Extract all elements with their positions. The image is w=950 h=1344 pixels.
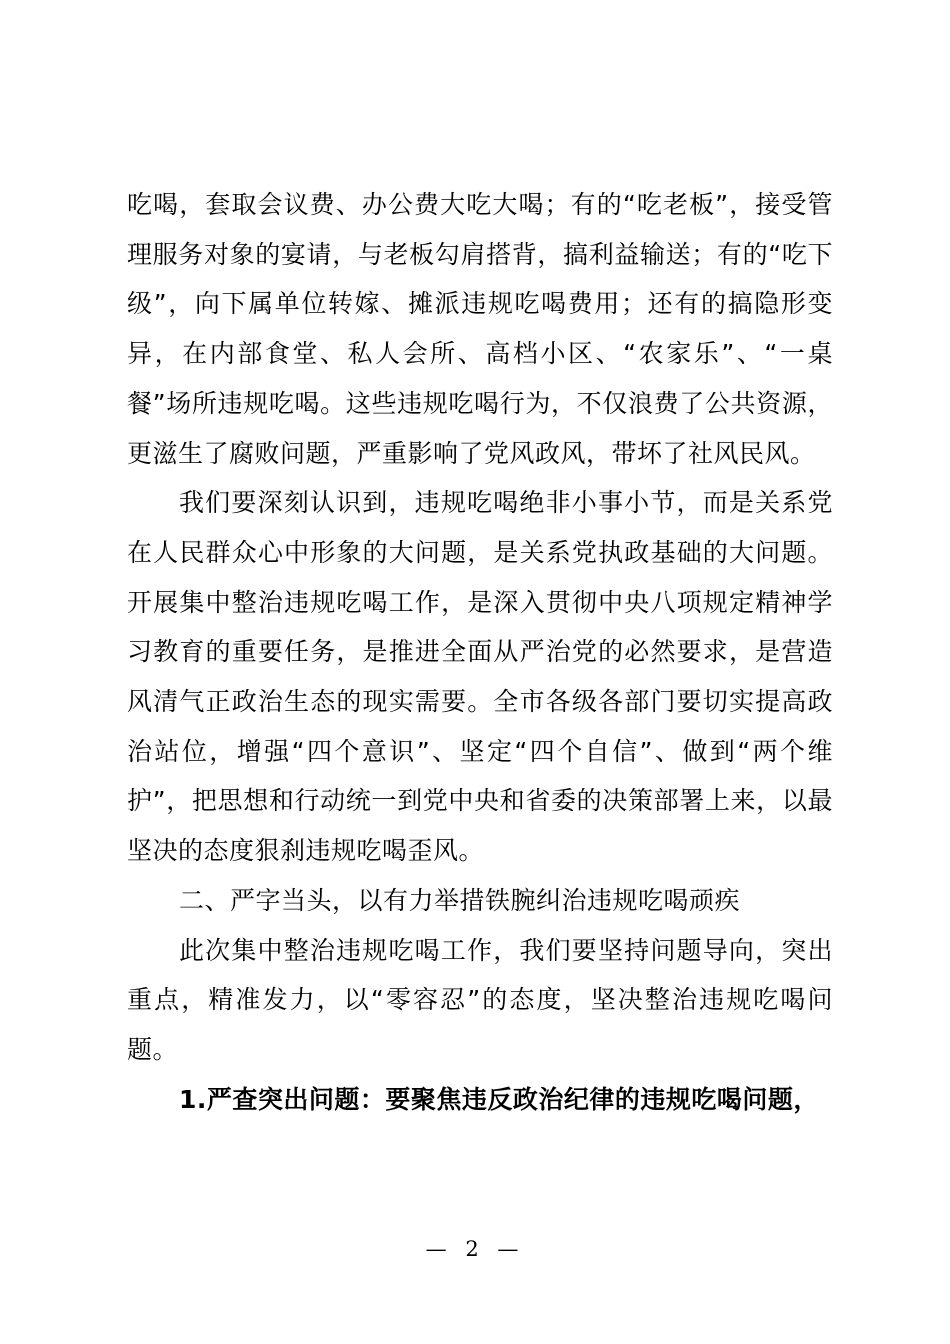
paragraph-rectification: 此次集中整治违规吃喝工作，我们要坚持问题导向，突出重点，精准发力，以“零容忍”的态度，坚决整治违规吃喝问题。 [127, 935, 833, 1064]
paragraph-understanding: 我们要深刻认识到，违规吃喝绝非小事小节，而是关系党在人民群众心中形象的大问题，是关系党执政基础的大问题。开展集中整治违规吃喝工作，是深入贯彻中央八项规定精神学习教育的重要任务，是推进全面从严治党的必然要求，是营造风清气正政治生态的现实需要。全市各级各部门要切实提高政治站位，增强“四个意识”、坚定“四个自信”、做到“两个维护”，把思想和行动统一到党中央和省委的决策部署上来，以最坚决的态度狠刹违规吃喝歪风。 [127, 488, 833, 866]
numbered-item-heading: 1.严查突出问题：要聚焦违反政治纪律的违规吃喝问题， [179, 1084, 819, 1114]
section-heading: 二、严字当头，以有力举措铁腕纠治违规吃喝顽疾 [179, 885, 741, 915]
page-number: — 2 — [425, 1237, 525, 1261]
document-body [127, 180, 833, 1124]
paragraph-continued: 吃喝，套取会议费、办公费大吃大喝；有的“吃老板”，接受管理服务对象的宴请，与老板勾肩搭背，搞利益输送；有的“吃下级”，向下属单位转嫁、摊派违规吃喝费用；还有的搞隐形变异，在内部食堂、私人会所、高档小区、“农家乐”、“一桌餐”场所违规吃喝。这些违规吃喝行为，不仅浪费了公共资源，更滋生了腐败问题，严重影响了党风政风，带坏了社风民风。 [127, 190, 833, 468]
